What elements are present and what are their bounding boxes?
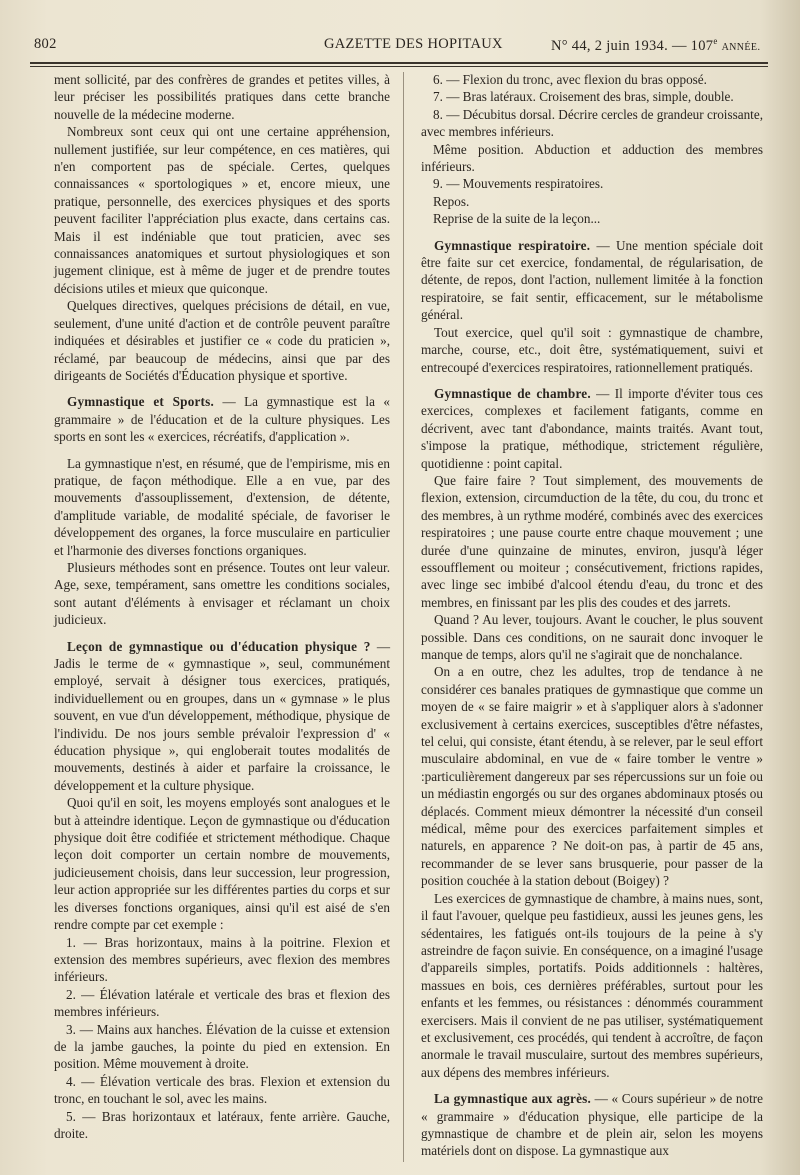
list-item: Repos. <box>433 193 470 209</box>
section-text: — Jadis le terme de « gymnastique », seul, communément employé, servait à désigner tous exercices, pratiqués, individuellement ou en groupes, dans un « gymnase » le plus souvent, en vue d'un développement, méthodique, physique de l'individu. De nos jours semble prévaloir l'expression d' « éducation physique », qui engloberait toutes modalités de mouvements, destinés à aider et parfaire la croissance, le développement et la culture physique. <box>54 638 391 793</box>
section-gymnastique-sports <box>54 393 390 445</box>
section-text: — La gymnastique est la « grammaire » de l'éducation et de la culture physiques. Les sports en sont les « exercices, récréatifs, d'application ». <box>54 394 390 445</box>
section-gymnastique-respiratoire <box>421 237 763 324</box>
section-text: — « Cours supérieur » de notre « grammaire » d'éducation physique, elle participe de la gymnastique de chambre et de plein air, selon les moyens matériels dont on dispose. La gymnastique aux <box>421 1091 763 1159</box>
header-rule <box>30 62 768 64</box>
section-heading: Gymnastique et Sports. <box>67 394 214 410</box>
issue-ordinal: e <box>713 36 718 46</box>
list-item: 7. — Bras latéraux. Croisement des bras, simple, double. <box>433 89 734 105</box>
list-item: 6. — Flexion du tronc, avec flexion du bras opposé. <box>433 72 707 87</box>
section-gymnastique-chambre <box>421 385 763 472</box>
journal-title: GAZETTE DES HOPITAUX <box>324 36 503 52</box>
page-header <box>30 32 768 60</box>
list-item: 8. — Décubitus dorsal. Décrire cercles de grandeur croissante, avec membres inférieurs. <box>421 106 763 140</box>
section-text: — Une mention spéciale doit être faite sur cet exercice, fondamental, de régularisation, de détente, de repos, dont l'action, nullement limitée à la fonction respiratoire, se fait sentir, efficacement, sur le métabolisme général. <box>421 237 763 323</box>
list-item: Même position. Abduction et adduction des membres inférieurs. <box>421 141 763 175</box>
paragraph: La gymnastique n'est, en résumé, que de l'empirisme, mis en pratique, de façon méthodique. Elle a en vue, par des mouvements d'assouplissement, d'extension, de détente, d'amplitude variable, de modalité spéciale, de favoriser le développement des organes, la force musculaire en particulier et l'harmonie des diverses fonctions organiques. <box>54 455 390 558</box>
column-divider <box>403 72 404 1162</box>
list-item: 9. — Mouvements respiratoires. <box>433 176 604 192</box>
paragraph: Que faire faire ? Tout simplement, des mouvements de flexion, extension, circumduction de la tête, du cou, du tronc et des membres, à un rythme modéré, combinés avec des exercices respiratoires ; une pause courte entre chaque mouvement ; une durée d'une quinzaine de minutes, environ, jusqu'à léger essoufflement ou moiteur ; consécutivement, frictions rapides, avec linge sec imbibé d'alcool étendu d'eau, du tronc et des membres, en finissant par les plis des coudes et des jarrets. <box>421 472 763 610</box>
paragraph: ment sollicité, par des confrères de grandes et petites villes, à leur préciser les possibilités pratiques dans cette branche nouvelle de la médecine moderne. <box>54 72 390 122</box>
left-column <box>54 71 390 1142</box>
list-item: Reprise de la suite de la leçon... <box>433 211 601 227</box>
section-heading: Leçon de gymnastique ou d'éducation physique ? <box>67 638 371 654</box>
list-item: 1. — Bras horizontaux, mains à la poitrine. Flexion et extension des membres supérieurs, avec flexion des membres inférieurs. <box>54 934 390 985</box>
section-text: — Il importe d'éviter tous ces exercices, complexes et facilement fatigants, comme en décrivent, avec tant d'abondance, maints traités. Avant tout, s'impose la pratique, méthodique, strictement régulière, quotidienne : point capital. <box>421 385 763 471</box>
right-column <box>421 71 763 1160</box>
list-item: 5. — Bras horizontaux et latéraux, fente arrière. Gauche, droite. <box>54 1108 390 1141</box>
paragraph: Nombreux sont ceux qui ont une certaine appréhension, nullement justifiée, sur leur compétence, en ces matières, qui n'en comportent pas de spéciale. Certes, quelques connaissances « sportologiques » et, encore mieux, une pratique, personnelle, des exercices physiques et des sports peuvent faciliter l'appréciation plus exacte, dans certains cas. Mais il est indéniable que tout praticien, avec ses connaissances anatomiques et surtout physiologiques et son jugement clinique, est à même de juger et de prendre toutes décisions utiles et mieux que quiconque. <box>54 124 390 296</box>
issue-date: N° 44, 2 juin 1934. — 107 <box>551 37 714 54</box>
section-lecon <box>54 638 390 795</box>
list-item: 2. — Élévation latérale et verticale des bras et flexion des membres inférieurs. <box>54 986 390 1020</box>
paragraph: Quand ? Au lever, toujours. Avant le coucher, le plus souvent possible. Dans ces conditions, on ne saurait donc invoquer le manque de temps, alors qu'il ne s'agirait que de nonchalance. <box>421 612 763 662</box>
paragraph: Quoi qu'il en soit, les moyens employés sont analogues et le but à atteindre identique. Leçon de gymnastique ou d'éducation physique doit être codifiée et strictement méthodique. Chaque leçon doit comporter un certain nombre de mouvements, judicieusement choisis, dans leur succession, leur progression, leur action appropriée sur les différentes parties du corps et sur les diverses fonctions organiques, ainsi qu'il est aisé de s'en rendre compte par cet exemple : <box>54 795 390 933</box>
paragraph: Tout exercice, quel qu'il soit : gymnastique de chambre, marche, course, etc., doit être, systématiquement, suivi et entrecoupé d'exercices respiratoires, rationnellement pratiqués. <box>421 324 763 375</box>
section-heading: Gymnastique respiratoire. <box>434 237 591 253</box>
section-heading: La gymnastique aux agrès. <box>434 1091 591 1107</box>
section-agres <box>421 1090 763 1160</box>
list-item: 3. — Mains aux hanches. Élévation de la cuisse et extension de la jambe gauches, la pointe du pied en extension. En position. Même mouvement à droite. <box>54 1021 390 1072</box>
paragraph: Plusieurs méthodes sont en présence. Toutes ont leur valeur. Age, sexe, tempérament, sans omettre les conditions sociales, sont autant d'éléments à envisager et réclamant un choix judicieux. <box>54 559 390 628</box>
paragraph: Quelques directives, quelques précisions de détail, en vue, seulement, d'une unité d'action et de contrôle peuvent paraître indiquées et désirables et justifier ce « code du praticien », réclamé, par beaucoup de médecins, ainsi que par des dirigeants de Sociétés d'Éducation physique et sportive. <box>54 298 390 383</box>
list-item: 4. — Élévation verticale des bras. Flexion et extension du tronc, en touchant le sol, avec les mains. <box>54 1073 390 1107</box>
page-number: 802 <box>34 36 57 52</box>
section-heading: Gymnastique de chambre. <box>434 385 591 401</box>
header-rule-thin <box>30 66 768 67</box>
paragraph: On a en outre, chez les adultes, trop de tendance à ne considérer ces banales pratiques de gymnastique que comme un moyen de « se faire maigrir » et à s'appliquer alors à s'adonner exclusivement à certains exercices, susceptibles d'être néfastes, tel celui, qui consiste, étant étendu, à se relever, par le seul effort musculaire abdominal, en vue de « faire tomber le ventre » :particulièrement dangereux par ses répercussions sur un foie ou un médiastin engorgés ou sur des organes abdominaux ptosés ou déplacés. Comment mieux démontrer la nécessité d'un conseil médical, même pour des exercices parfaitement simples et naturels, en apparence ? Ne doit-on pas, à partir de 45 ans, recommander de se lever sans brusquerie, pour passer de la position couchée à la station debout (Boigey) ? <box>421 664 763 889</box>
issue-year-word: ANNÉE. <box>721 41 761 53</box>
paragraph: Les exercices de gymnastique de chambre, à mains nues, sont, il faut l'avouer, quelque peu fastidieux, aussi les jeunes gens, les sédentaires, les fatigués ont-ils toujours de la peine à s'y astreindre de façon suivie. En conséquence, on a imaginé l'usage d'appareils simples, portatifs. Poids additionnels : haltères, massues en bois, ces dernières préférables, surtout pour les enfants et les femmes, ou résistances : dénommés couramment exercisers. Mais il convient de ne pas utiliser, systématiquement et exclusivement, ces procédés, qui tendent à accroître, de façon anormale le travail musculaire, surtout des membres supérieurs, aux dépens des membres inférieurs. <box>421 890 763 1080</box>
issue-info <box>551 36 760 55</box>
